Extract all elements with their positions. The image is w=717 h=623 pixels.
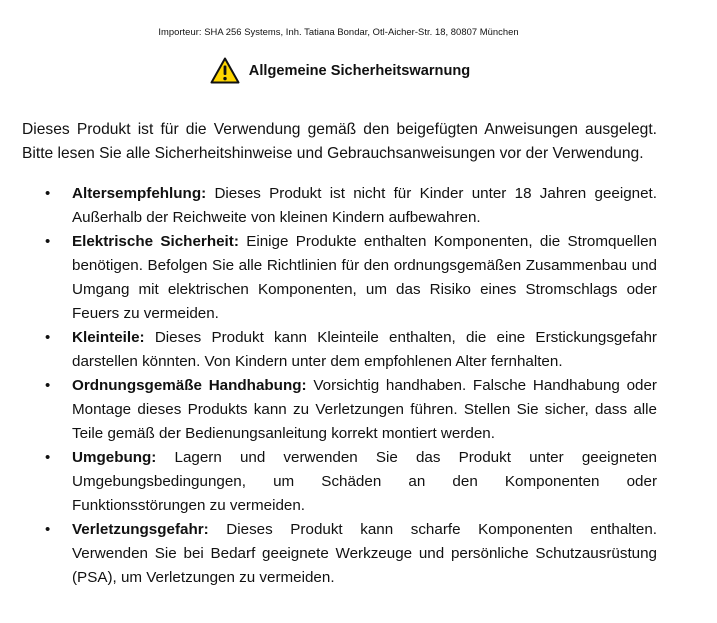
bullet-icon: • bbox=[45, 521, 51, 538]
list-item bbox=[0, 230, 657, 326]
warning-term: Umgebung: bbox=[72, 449, 157, 466]
list-item bbox=[0, 518, 657, 590]
list-item bbox=[0, 326, 657, 374]
warning-text: Vorsichtig handhaben. Falsche Handhabung oder Montage dieses Produkts kann zu Verletzungen führen. Stellen Sie sicher, dass alle Teile gemäß der Bedienungsanleitung korrekt montiert werden. bbox=[72, 377, 657, 442]
title-row bbox=[0, 57, 680, 84]
warning-text: Lagern und verwenden Sie das Produkt unter geeigneten Umgebungsbedingungen, um Schäden an den Komponenten oder Funktionsstörungen zu vermeiden. bbox=[72, 449, 657, 514]
list-item bbox=[0, 374, 657, 446]
warning-text: Einige Produkte enthalten Komponenten, die Stromquellen benötigen. Befolgen Sie alle Richtlinien für den ordnungsgemäßen Zusammenbau und Umgang mit elektrischen Komponenten, um das Risiko eines Stromschlags oder Feuers zu vermeiden. bbox=[72, 233, 657, 322]
warning-triangle-icon bbox=[210, 57, 240, 84]
intro-paragraph: Dieses Produkt ist für die Verwendung gemäß den beigefügten Anweisungen ausgelegt. Bitte lesen Sie alle Sicherheitshinweise und Gebrauchsanweisungen vor der Verwendung. bbox=[22, 120, 657, 162]
bullet-icon: • bbox=[45, 233, 51, 250]
warning-term: Altersempfehlung: bbox=[72, 185, 207, 202]
list-item bbox=[0, 446, 657, 518]
warning-term: Ordnungsgemäße Handhabung: bbox=[72, 377, 307, 394]
warning-text: Dieses Produkt ist nicht für Kinder unter 18 Jahren geeignet. Außerhalb der Reichweite von kleinen Kindern aufbewahren. bbox=[72, 185, 657, 226]
warning-term: Kleinteile: bbox=[72, 329, 145, 346]
page-title: Allgemeine Sicherheitswarnung bbox=[248, 62, 471, 79]
list-item bbox=[0, 182, 657, 230]
warning-text: Dieses Produkt kann scharfe Komponenten enthalten. Verwenden Sie bei Bedarf geeignete Werkzeuge und persönliche Schutzausrüstung (PSA), um Verletzungen zu vermeiden. bbox=[72, 521, 657, 586]
bullet-icon: • bbox=[45, 185, 51, 202]
warnings-list bbox=[0, 182, 657, 590]
bullet-icon: • bbox=[45, 329, 51, 346]
bullet-icon: • bbox=[45, 377, 51, 394]
bullet-icon: • bbox=[45, 449, 51, 466]
warning-text: Dieses Produkt kann Kleinteile enthalten, die eine Erstickungsgefahr darstellen könnten. Von Kindern unter dem empfohlenen Alter fernhalten. bbox=[72, 329, 657, 370]
warning-term: Verletzungsgefahr: bbox=[72, 521, 209, 538]
importer-line: Importeur: SHA 256 Systems, Inh. Tatiana Bondar, Otl-Aicher-Str. 18, 80807 München bbox=[158, 26, 519, 37]
warning-term: Elektrische Sicherheit: bbox=[72, 233, 239, 250]
